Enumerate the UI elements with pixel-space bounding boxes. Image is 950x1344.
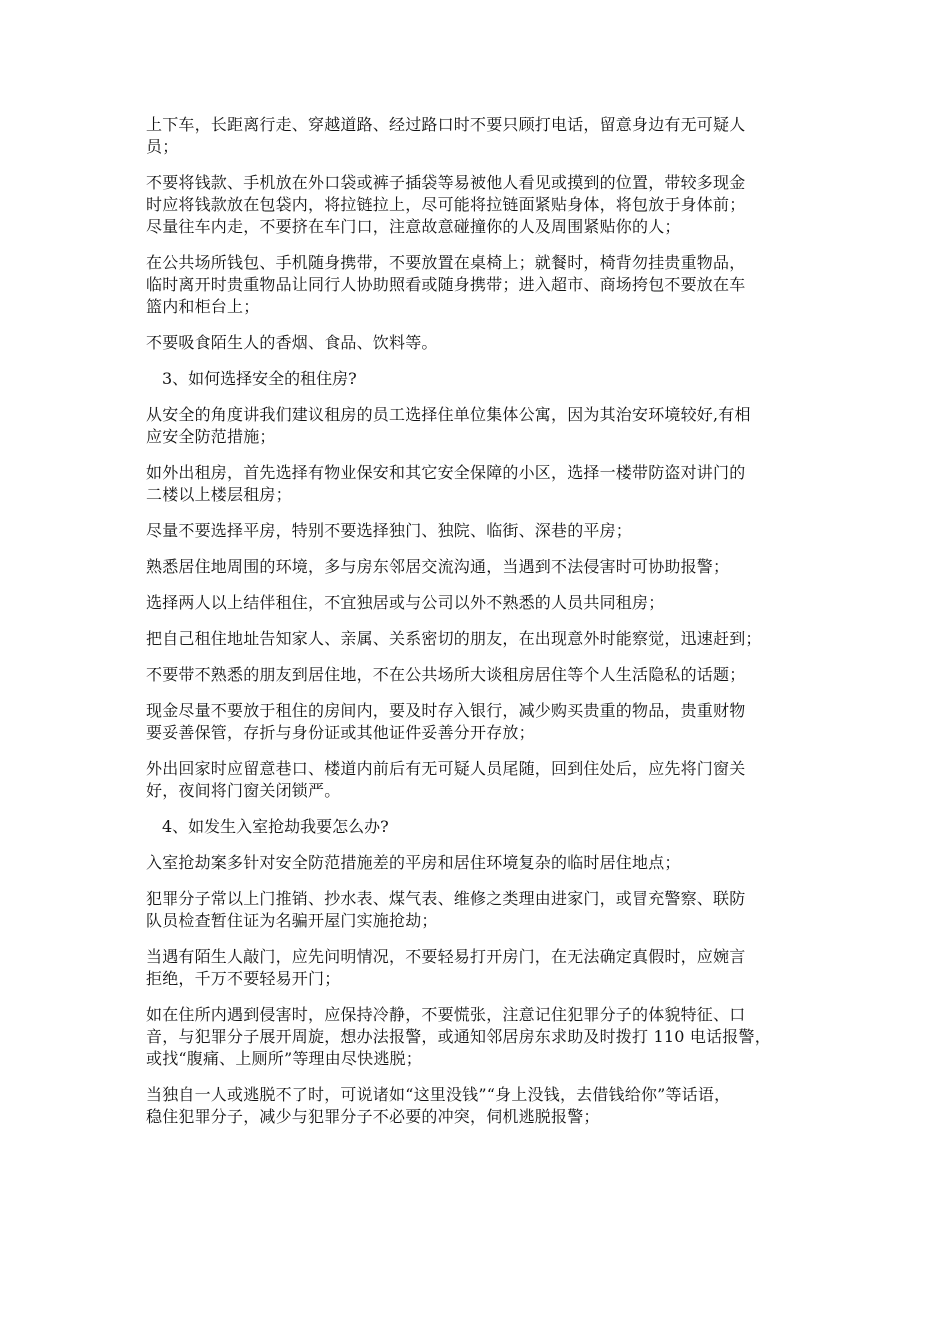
paragraph-line: 员； xyxy=(146,137,179,156)
paragraph-line: 不要吸食陌生人的香烟、食品、饮料等。 xyxy=(146,333,438,352)
paragraph-line: 尽量不要选择平房，特别不要选择独门、独院、临街、深巷的平房； xyxy=(146,521,633,540)
paragraph-line: 或找“腹痛、上厕所”等理由尽快逃脱； xyxy=(146,1049,422,1068)
paragraph-line: 熟悉居住地周围的环境，多与房东邻居交流沟通，当遇到不法侵害时可协助报警； xyxy=(146,557,730,576)
paragraph xyxy=(146,252,826,318)
paragraph-line: 稳住犯罪分子，减少与犯罪分子不必要的冲突，伺机逃脱报警； xyxy=(146,1107,600,1126)
paragraph xyxy=(146,628,826,650)
paragraph-line: 外出回家时应留意巷口、楼道内前后有无可疑人员尾随，回到住处后，应先将门窗关 xyxy=(146,759,746,778)
paragraph-line: 好，夜间将门窗关闭锁严。 xyxy=(146,781,341,800)
paragraph-line: 要妥善保管，存折与身份证或其他证件妥善分开存放； xyxy=(146,723,535,742)
paragraph-line: 二楼以上楼层租房； xyxy=(146,485,292,504)
paragraph xyxy=(146,404,826,448)
paragraph xyxy=(146,172,826,238)
paragraph-line: 篮内和柜台上； xyxy=(146,297,260,316)
paragraph xyxy=(146,114,826,158)
paragraph-line: 当遇有陌生人敲门，应先问明情况，不要轻易打开房门，在无法确定真假时，应婉言 xyxy=(146,947,746,966)
paragraph-line: 临时离开时贵重物品让同行人协助照看或随身携带；进入超市、商场挎包不要放在车 xyxy=(146,275,746,294)
paragraph-line: 音，与犯罪分子展开周旋，想办法报警，或通知邻居房东求助及时拨打 110 电话报警， xyxy=(146,1027,771,1046)
paragraph-line: 拒绝，千万不要轻易开门； xyxy=(146,969,341,988)
paragraph xyxy=(146,332,826,354)
paragraph-line: 选择两人以上结伴租住，不宜独居或与公司以外不熟悉的人员共同租房； xyxy=(146,593,665,612)
paragraph-line: 把自己租住地址告知家人、亲属、关系密切的朋友，在出现意外时能察觉，迅速赶到； xyxy=(146,629,762,648)
paragraph xyxy=(146,1084,826,1128)
paragraph xyxy=(146,852,826,874)
paragraph xyxy=(146,888,826,932)
paragraph xyxy=(146,462,826,506)
document-body xyxy=(146,114,826,1142)
paragraph xyxy=(146,556,826,578)
paragraph xyxy=(146,758,826,802)
paragraph xyxy=(146,1004,826,1070)
paragraph xyxy=(146,946,826,990)
paragraph-line: 应安全防范措施； xyxy=(146,427,276,446)
paragraph xyxy=(146,664,826,686)
paragraph-line: 尽量往车内走，不要挤在车门口，注意故意碰撞你的人及周围紧贴你的人； xyxy=(146,217,681,236)
paragraph-line: 从安全的角度讲我们建议租房的员工选择住单位集体公寓，因为其治安环境较好,有相 xyxy=(146,405,751,424)
paragraph-line: 如在住所内遇到侵害时，应保持冷静，不要慌张，注意记住犯罪分子的体貌特征、口 xyxy=(146,1005,746,1024)
paragraph xyxy=(146,700,826,744)
paragraph-line: 不要带不熟悉的朋友到居住地，不在公共场所大谈租房居住等个人生活隐私的话题； xyxy=(146,665,746,684)
paragraph-line: 不要将钱款、手机放在外口袋或裤子插袋等易被他人看见或摸到的位置，带较多现金 xyxy=(146,173,746,192)
paragraph xyxy=(146,520,826,542)
paragraph-line: 如外出租房，首先选择有物业保安和其它安全保障的小区，选择一楼带防盗对讲门的 xyxy=(146,463,746,482)
paragraph-line: 在公共场所钱包、手机随身携带，不要放置在桌椅上；就餐时，椅背勿挂贵重物品， xyxy=(146,253,746,272)
paragraph-line: 入室抢劫案多针对安全防范措施差的平房和居住环境复杂的临时居住地点； xyxy=(146,853,681,872)
paragraph-line: 上下车，长距离行走、穿越道路、经过路口时不要只顾打电话，留意身边有无可疑人 xyxy=(146,115,746,134)
paragraph-line: 当独自一人或逃脱不了时，可说诸如“这里没钱”“身上没钱，去借钱给你”等话语， xyxy=(146,1085,731,1104)
paragraph-line: 时应将钱款放在包袋内，将拉链拉上，尽可能将拉链面紧贴身体，将包放于身体前； xyxy=(146,195,746,214)
section-heading: 3、如何选择安全的租住房? xyxy=(162,369,357,388)
paragraph-line: 队员检查暂住证为名骗开屋门实施抢劫； xyxy=(146,911,438,930)
paragraph xyxy=(146,592,826,614)
paragraph-line: 现金尽量不要放于租住的房间内，要及时存入银行，减少购买贵重的物品，贵重财物 xyxy=(146,701,746,720)
paragraph-line: 犯罪分子常以上门推销、抄水表、煤气表、维修之类理由进家门，或冒充警察、联防 xyxy=(146,889,746,908)
section-heading: 4、如发生入室抢劫我要怎么办? xyxy=(162,817,389,836)
